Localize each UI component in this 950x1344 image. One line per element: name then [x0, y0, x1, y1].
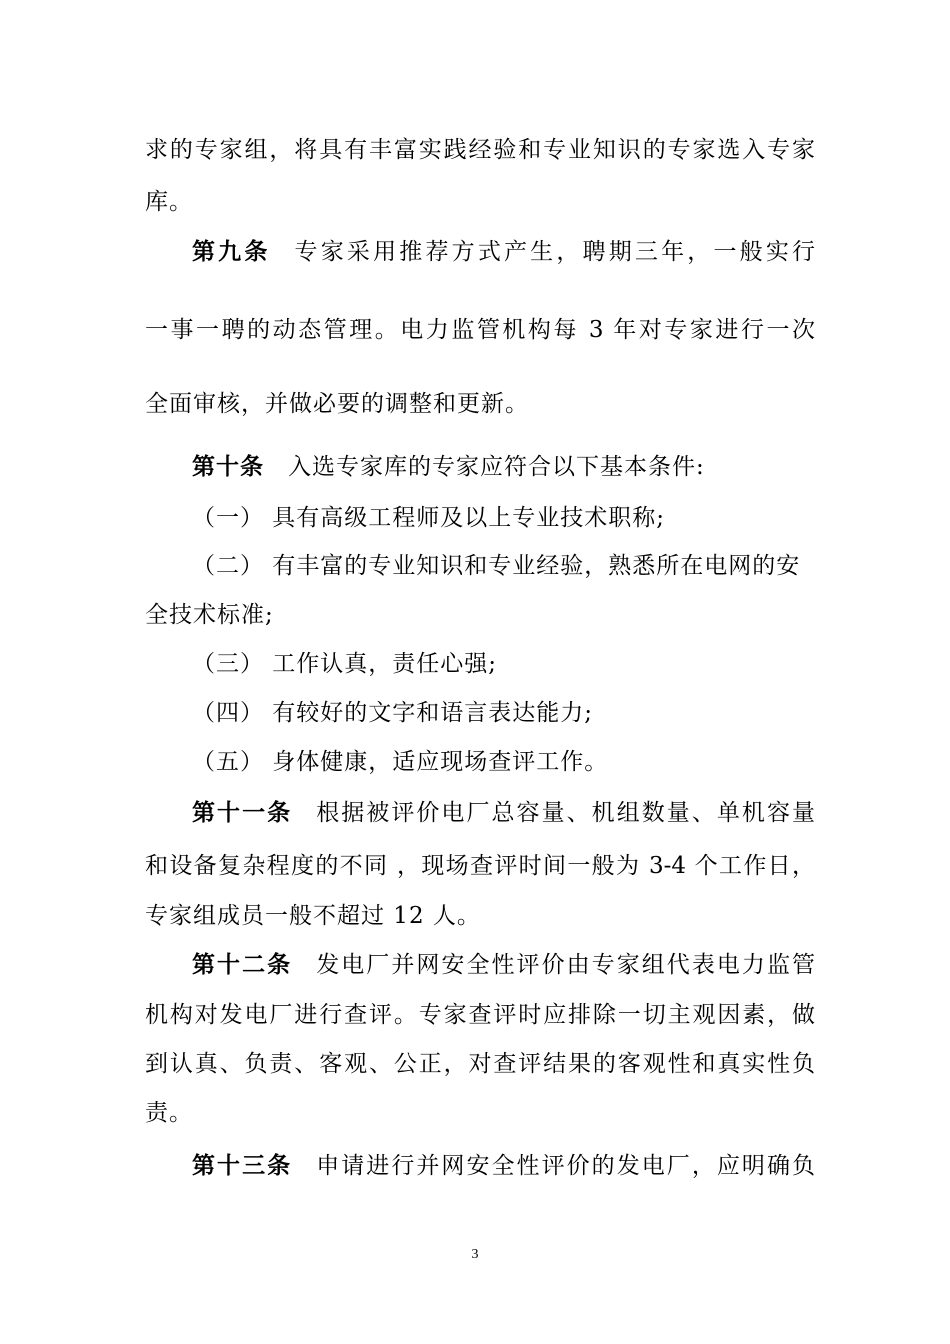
list-item: （五） 身体健康，适应现场查评工作。: [192, 749, 609, 775]
article-heading: 第十二条: [192, 951, 293, 978]
article-11: [192, 797, 815, 829]
article-13: [192, 1150, 815, 1182]
text-line: 机构对发电厂进行查评。专家查评时应排除一切主观因素，做: [145, 1002, 815, 1028]
text-line: 一事一聘的动态管理。电力监管机构每 3 年对专家进行一次: [145, 317, 815, 343]
text-line: 入选专家库的专家应符合以下基本条件:: [288, 454, 705, 480]
text-line: 根据被评价电厂总容量、机组数量、单机容量: [316, 800, 816, 826]
text-line: 全技术标准;: [145, 602, 274, 628]
text-line: 求的专家组，将具有丰富实践经验和专业知识的专家选入专家: [145, 137, 815, 163]
article-heading: 第九条: [192, 238, 271, 265]
list-item: （三） 工作认真，责任心强;: [192, 651, 498, 677]
text-line: 到认真、负责、客观、公正，对查评结果的客观性和真实性负: [145, 1051, 815, 1077]
article-heading: 第十三条: [192, 1152, 293, 1179]
article-9: [192, 236, 815, 268]
list-item: （一） 具有高级工程师及以上专业技术职称;: [192, 505, 666, 531]
text-line: 专家组成员一般不超过 12 人。: [145, 903, 481, 929]
list-item: （四） 有较好的文字和语言表达能力;: [192, 700, 594, 726]
text-line: 专家采用推荐方式产生，聘期三年，一般实行: [294, 239, 816, 265]
text-line: 责。: [145, 1100, 193, 1126]
text-line: 库。: [145, 189, 193, 215]
list-item: （二） 有丰富的专业知识和专业经验，熟悉所在电网的安: [192, 553, 801, 579]
article-12: [192, 949, 815, 981]
text-line: 申请进行并网安全性评价的发电厂，应明确负: [316, 1153, 816, 1179]
article-10: [192, 451, 862, 483]
text-line: 全面审核，并做必要的调整和更新。: [145, 391, 529, 417]
article-heading: 第十一条: [192, 799, 293, 826]
text-line: 发电厂并网安全性评价由专家组代表电力监管: [316, 952, 816, 978]
article-heading: 第十条: [192, 453, 264, 480]
text-line: 和设备复杂程度的不同 ，现场查评时间一般为 3-4 个工作日，: [145, 853, 815, 879]
page-number: 3: [471, 1247, 479, 1262]
